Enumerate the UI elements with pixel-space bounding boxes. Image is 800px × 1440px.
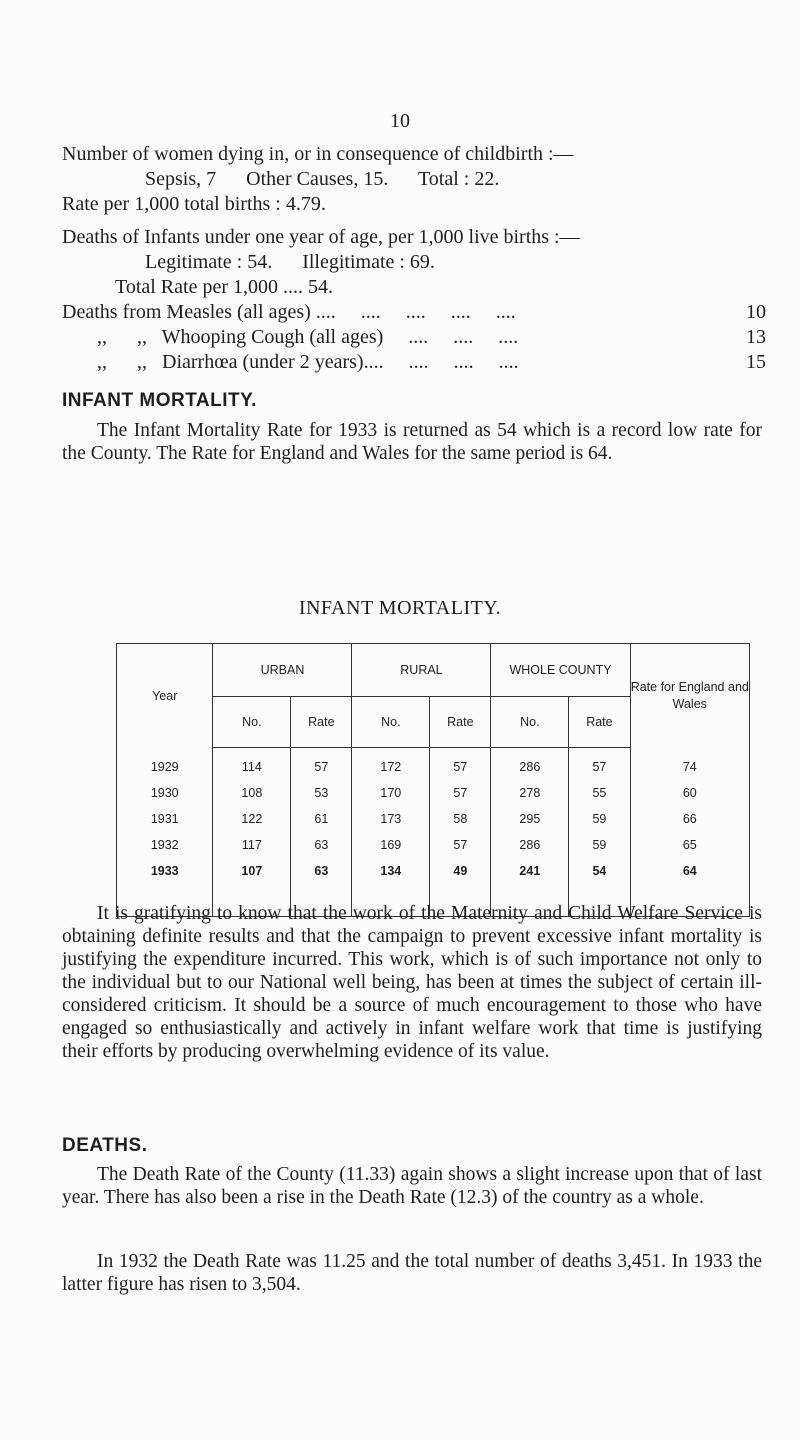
whooping-cough-label: ,, ,, Whooping Cough (all ages) .... .... ....: [62, 326, 519, 348]
urban-no-cell: 114: [213, 748, 291, 781]
rural-rate-cell: 49: [430, 858, 491, 917]
urban-rate-cell: 61: [291, 806, 352, 832]
welfare-paragraph: It is gratifying to know that the work of the Maternity and Child Welfare Service is obtaining definite results and that the campaign to prevent excessive infant mortality is justifying the expenditure incurred. This work, which is of such importance not only to the individual but to our National well being, has been at times the subject of certain ill-considered criticism. It should be a source of much encouragement to those who have engaged so enthusiastically and actively in infant welfare work that time is justifying their efforts by producing overwhelming evidence of its value.: [62, 903, 762, 1062]
rural-no-cell: 134: [352, 858, 430, 917]
county-rate-cell: 57: [569, 748, 630, 781]
year-cell: 1929: [117, 748, 213, 781]
year-cell: 1933: [117, 858, 213, 917]
england-wales-cell: 66: [630, 806, 749, 832]
county-no-header: No.: [491, 697, 569, 748]
rural-no-cell: 173: [352, 806, 430, 832]
rural-no-cell: 170: [352, 780, 430, 806]
county-rate-cell: 59: [569, 832, 630, 858]
deaths-paragraph-2: In 1932 the Death Rate was 11.25 and the total number of deaths 3,451. In 1933 the latter figure has risen to 3,504.: [62, 1251, 762, 1295]
infant-mortality-paragraph: The Infant Mortality Rate for 1933 is returned as 54 which is a record low rate for the County. The Rate for England and Wales for the same period is 64.: [62, 420, 762, 464]
childbirth-breakdown: Sepsis, 7 Other Causes, 15. Total : 22.: [145, 168, 500, 190]
childbirth-rate: Rate per 1,000 total births : 4.79.: [62, 193, 326, 215]
county-no-cell: 286: [491, 748, 569, 781]
rural-no-header: No.: [352, 697, 430, 748]
page-number: 10: [390, 110, 410, 132]
county-rate-cell: 55: [569, 780, 630, 806]
year-cell: 1930: [117, 780, 213, 806]
table-title: INFANT MORTALITY.: [298, 597, 502, 619]
deaths-heading: DEATHS.: [62, 1135, 148, 1156]
england-wales-cell: 65: [630, 832, 749, 858]
england-wales-cell: 60: [630, 780, 749, 806]
urban-rate-cell: 57: [291, 748, 352, 781]
rural-header: RURAL: [352, 644, 491, 697]
county-rate-cell: 59: [569, 806, 630, 832]
table-row: [117, 832, 750, 858]
table-row: [117, 806, 750, 832]
england-wales-cell: 74: [630, 748, 749, 781]
deaths-paragraph-1: The Death Rate of the County (11.33) again shows a slight increase upon that of last year. There has also been a rise in the Death Rate (12.3) of the country as a whole.: [62, 1164, 762, 1208]
england-wales-header: Rate for England and Wales: [630, 644, 749, 748]
urban-rate-cell: 63: [291, 832, 352, 858]
rural-rate-cell: 57: [430, 748, 491, 781]
county-no-cell: 278: [491, 780, 569, 806]
infant-deaths-breakdown: Legitimate : 54. Illegitimate : 69.: [145, 251, 435, 273]
infant-mortality-table: [116, 643, 750, 917]
urban-header: URBAN: [213, 644, 352, 697]
rural-rate-cell: 57: [430, 832, 491, 858]
rural-rate-cell: 57: [430, 780, 491, 806]
table-row: [117, 780, 750, 806]
infant-mortality-heading: INFANT MORTALITY.: [62, 390, 257, 411]
table-row: [117, 748, 750, 781]
county-no-cell: 295: [491, 806, 569, 832]
rural-no-cell: 172: [352, 748, 430, 781]
urban-rate-cell: 53: [291, 780, 352, 806]
year-header: Year: [117, 644, 213, 748]
rural-no-cell: 169: [352, 832, 430, 858]
rural-rate-cell: 58: [430, 806, 491, 832]
urban-rate-cell: 63: [291, 858, 352, 917]
county-no-cell: 241: [491, 858, 569, 917]
measles-value: 10: [746, 301, 766, 323]
county-no-cell: 286: [491, 832, 569, 858]
diarrhoea-label: ,, ,, Diarrhœa (under 2 years).... .... .... ....: [62, 351, 519, 373]
infant-deaths-total: Total Rate per 1,000 .... 54.: [115, 276, 333, 298]
county-rate-header: Rate: [569, 697, 630, 748]
england-wales-cell: 64: [630, 858, 749, 917]
rural-rate-header: Rate: [430, 697, 491, 748]
urban-no-cell: 122: [213, 806, 291, 832]
infant-deaths-intro: Deaths of Infants under one year of age, per 1,000 live births :—: [62, 226, 580, 248]
childbirth-intro: Number of women dying in, or in consequence of childbirth :—: [62, 143, 574, 165]
diarrhoea-value: 15: [746, 351, 766, 373]
urban-rate-header: Rate: [291, 697, 352, 748]
county-rate-cell: 54: [569, 858, 630, 917]
urban-no-cell: 108: [213, 780, 291, 806]
measles-label: Deaths from Measles (all ages) .... .... .... .... ....: [62, 301, 516, 323]
urban-no-header: No.: [213, 697, 291, 748]
whooping-cough-value: 13: [746, 326, 766, 348]
whole-county-header: WHOLE COUNTY: [491, 644, 630, 697]
urban-no-cell: 107: [213, 858, 291, 917]
year-cell: 1931: [117, 806, 213, 832]
year-cell: 1932: [117, 832, 213, 858]
urban-no-cell: 117: [213, 832, 291, 858]
